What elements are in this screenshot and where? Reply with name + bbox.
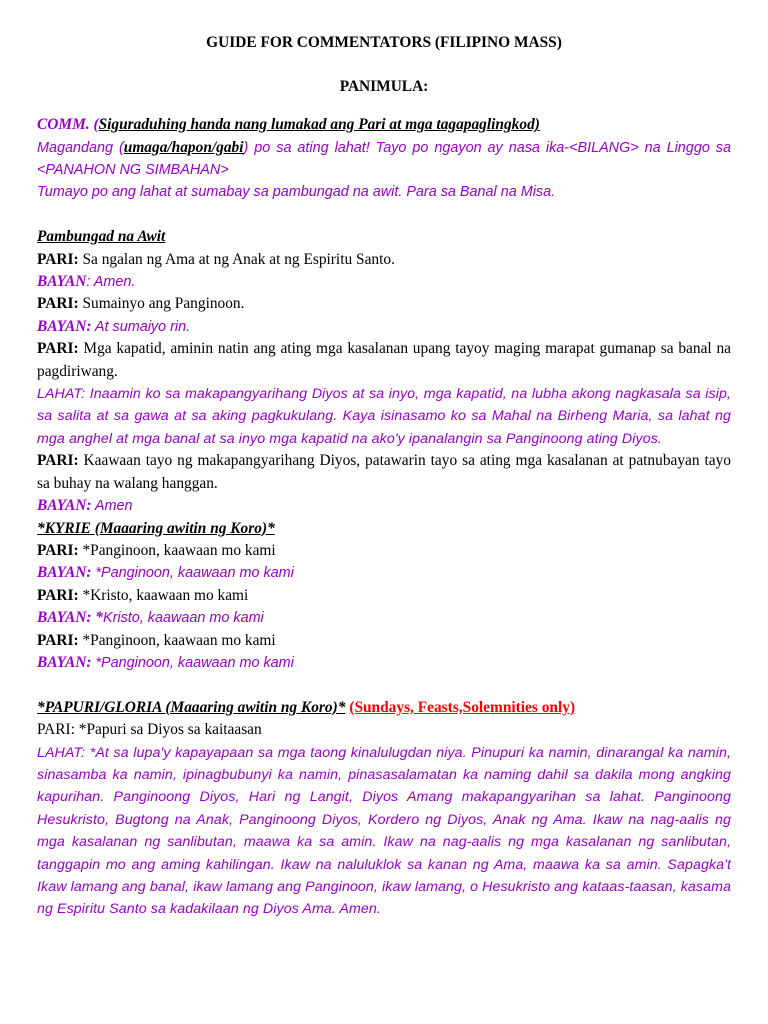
line-text: : Amen.	[86, 274, 136, 291]
speaker-bayan: BAYAN:	[37, 564, 92, 582]
pambungad-lines	[37, 249, 731, 383]
line-text: *Panginoon, kaawaan mo kami	[78, 631, 276, 649]
pari-line	[37, 249, 731, 271]
speaker-bayan: BAYAN: *	[37, 609, 103, 627]
line-text: *Panginoon, kaawaan mo kami	[91, 654, 294, 671]
pari-line	[37, 293, 731, 315]
bayan-amen	[37, 495, 731, 517]
line-text: Kaawaan tayo ng makapangyarihang Diyos, patawarin tayo sa ating mga kasalanan at patnubayan tayo sa buhay na walang hanggan.	[37, 452, 731, 492]
speaker-pari: PARI:	[37, 452, 79, 470]
comm-instruction	[37, 114, 731, 136]
pari-line	[37, 585, 731, 607]
pari-line	[37, 630, 731, 652]
greet-a: Magandang (	[37, 139, 124, 156]
line-text: *Panginoon, kaawaan mo kami	[91, 565, 294, 582]
gloria-pari: PARI: *Papuri sa Diyos sa kaitaasan	[37, 721, 262, 739]
bayan-line	[37, 562, 731, 584]
line-text: At sumaiyo rin.	[91, 318, 191, 335]
speaker-bayan: BAYAN:	[37, 653, 92, 671]
comm-greeting	[37, 137, 731, 182]
line-text: Sa ngalan ng Ama at ng Anak at ng Espiritu Santo.	[78, 250, 395, 268]
kyrie-heading: *KYRIE (Maaaring awitin ng Koro)*	[37, 519, 275, 537]
speaker-bayan: BAYAN:	[37, 317, 92, 335]
comm-instruction-text: Siguraduhing handa nang lumakad ang Pari at mga tagapaglingkod)	[98, 116, 540, 134]
line-text: Amen	[91, 498, 133, 515]
speaker-pari: PARI:	[37, 541, 79, 559]
pari-line	[37, 540, 731, 562]
kyrie-lines	[37, 540, 731, 674]
bayan-line	[37, 607, 731, 629]
greet-b: ) po sa ating lahat! Tayo po ngayon ay nasa ika-<BILANG> na Linggo sa <PANAHON NG SIMBAHAN>	[37, 139, 731, 179]
line-text: Sumainyo ang Panginoon.	[78, 295, 245, 313]
gloria-note: (Sundays, Feasts,Solemnities only)	[349, 698, 576, 716]
bayan-line	[37, 316, 731, 338]
gloria-heading	[37, 697, 731, 719]
section-panimula: PANIMULA:	[339, 78, 429, 96]
pari-line	[37, 338, 731, 383]
line-text: Mga kapatid, aminin natin ang ating mga kasalanan upang tayoy maging marapat gumanap sa banal na pagdiriwang.	[37, 340, 731, 380]
speaker-pari: PARI:	[37, 250, 79, 268]
pambungad-heading: Pambungad na Awit	[37, 228, 166, 246]
comm-label: COMM. (	[37, 116, 99, 134]
speaker-bayan: BAYAN:	[37, 497, 92, 515]
lahat-confiteor: LAHAT: Inaamin ko sa makapangyarihang Diyos at sa inyo, mga kapatid, na lubha akong nagkasala sa isip, sa salita at sa gawa at sa aking pagkukulang. Kaya isinasamo ko sa Mahal na Birheng Maria, sa lahat ng mga anghel at mga banal at sa inyo mga kapatid na ako'y ipanalangin sa Panginoong ating Diyos.	[37, 386, 731, 447]
line-text: *Panginoon, kaawaan mo kami	[78, 541, 276, 559]
greet-time: umaga/hapon/gabi	[123, 138, 244, 156]
speaker-pari: PARI:	[37, 586, 79, 604]
line-text: Kristo, kaawaan mo kami	[103, 610, 264, 627]
document-title: GUIDE FOR COMMENTATORS (FILIPINO MASS)	[206, 34, 562, 51]
speaker-bayan: BAYAN	[37, 273, 87, 291]
speaker-pari: PARI:	[37, 631, 79, 649]
bayan-line	[37, 271, 731, 293]
gloria-title: *PAPURI/GLORIA (Maaaring awitin ng Koro)*	[37, 698, 346, 716]
comm-stand: Tumayo po ang lahat at sumabay sa pambungad na awit. Para sa Banal na Misa.	[37, 184, 556, 201]
document-page	[37, 32, 731, 921]
speaker-pari: PARI:	[37, 295, 79, 313]
speaker-pari: PARI:	[37, 340, 79, 358]
pari-absolution	[37, 450, 731, 495]
gloria-lahat: LAHAT: *At sa lupa'y kapayapaan sa mga taong kinalulugdan niya. Pinupuri ka namin, dinarangal ka namin, sinasamba ka namin, ipinagbubunyi ka namin, pinasasalamatan ka naming dahil sa dakila mong angking kapurihan. Panginoong Diyos, Hari ng Langit, Diyos Amang makapangyarihan sa lahat. Panginoong Hesukristo, Bugtong na Anak, Panginoong Diyos, Kordero ng Diyos, Anak ng Ama. Ikaw na nag-aalis ng mga kasalanan ng sanlibutan, maawa ka sa amin. Ikaw na nag-aalis ng mga kasalanan ng sanlibutan, tanggapin mo ang aming kahilingan. Ikaw na naluluklok sa kanan ng Ama, maawa ka sa amin. Sapagka't Ikaw lamang ang banal, ikaw lamang ang Panginoon, ikaw lamang, o Hesukristo ang kataas-taasan, kasama ng Espiritu Santo sa kadakilaan ng Diyos Ama. Amen.	[37, 744, 731, 918]
line-text: *Kristo, kaawaan mo kami	[78, 586, 249, 604]
bayan-line	[37, 652, 731, 674]
